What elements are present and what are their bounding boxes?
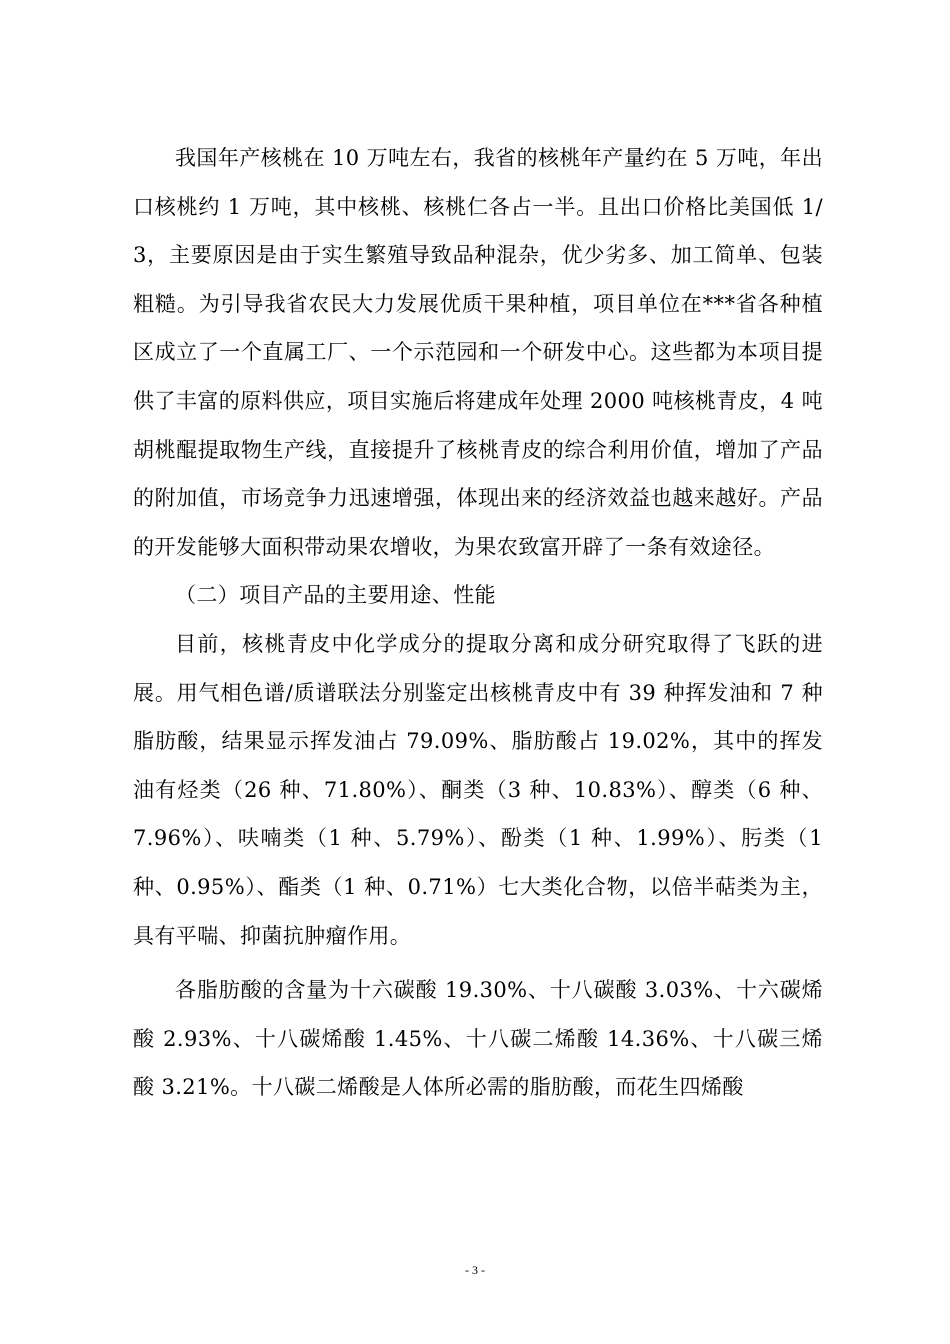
paragraph-chemical-composition: 目前，核桃青皮中化学成分的提取分离和成分研究取得了飞跃的进展。用气相色谱/质谱联法分别鉴定出核桃青皮中有 39 种挥发油和 7 种脂肪酸，结果显示挥发油占 79.09%、脂肪酸占 19.02%，其中的挥发油有烃类（26 种、71.80%）、酮类（3 种、10.83%）、醇类（6 种、7.96%）、呋喃类（1 种、5.79%）、酚类（1 种、1.99%）、肟类（1 种、0.95%）、酯类（1 种、0.71%）七大类化合物，以倍半萜类为主，具有平喘、抑菌抗肿瘤作用。 [133,631,823,948]
page-number: - 3 - [465,1263,485,1277]
section-heading-product-uses: （二）项目产品的主要用途、性能 [175,583,496,608]
paragraph-walnut-production: 我国年产核桃在 10 万吨左右，我省的核桃年产量约在 5 万吨，年出口核桃约 1 万吨，其中核桃、核桃仁各占一半。且出口价格比美国低 1/3，主要原因是由于实生繁殖导致品种混杂，优少劣多、加工简单、包装粗糙。为引导我省农民大力发展优质干果种植，项目单位在***省各种植区成立了一个直属工厂、一个示范园和一个研发中心。这些都为本项目提供了丰富的原料供应，项目实施后将建成年处理 2000 吨核桃青皮，4 吨胡桃醌提取物生产线，直接提升了核桃青皮的综合利用价值，增加了产品的附加值，市场竞争力迅速增强，体现出来的经济效益也越来越好。产品的开发能够大面积带动果农增收，为果农致富开辟了一条有效途径。 [133,146,823,559]
paragraph-fatty-acids: 各脂肪酸的含量为十六碳酸 19.30%、十八碳酸 3.03%、十六碳烯酸 2.93%、十八碳烯酸 1.45%、十八碳二烯酸 14.36%、十八碳三烯酸 3.21%。十八碳二烯酸是人体所必需的脂肪酸，而花生四烯酸 [133,978,823,1100]
document-body [133,134,823,1112]
